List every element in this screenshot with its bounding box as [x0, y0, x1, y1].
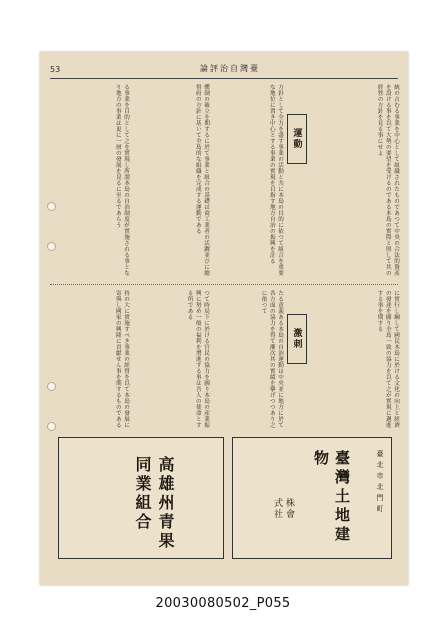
heading-movement	[287, 114, 307, 164]
upper-text-column-4	[52, 84, 130, 280]
lower-text-column-1	[308, 290, 400, 430]
ad-company-name: 臺灣土地建物	[312, 450, 351, 545]
header-rule	[50, 78, 398, 79]
catalog-id: 20030080502_P055	[155, 596, 291, 611]
heading-stimulus	[287, 314, 307, 364]
journal-title: 論評治自灣臺	[200, 64, 260, 73]
upper-text-3: 體制の確立を期するに於て事業と組合の基礎は商工業者の活躍並びに總督府の方針に基いて全島的な組織を完成する運動である	[194, 84, 209, 276]
lower-text-4: 持の大に實施すべき事業の經營を以て本島の發展に寄與し國家の興隆に貢獻せん事を期するものである	[114, 290, 129, 428]
ad-corporation-label-1: 株會	[284, 498, 294, 520]
heading-movement-label: 運動	[291, 128, 302, 150]
lower-text-2: たる意義ある本島の自治運動は中央並に地方に於て各方面の協力を得て漸次其の實績を擧げつつあり之に依つて	[260, 290, 283, 428]
lower-text-column-4	[52, 290, 130, 430]
heading-stimulus-label: 激刺	[291, 328, 302, 350]
advertisement-land-building-company	[232, 437, 392, 559]
lower-text-1: に實行し綱して國民本島に於ける文化の向上と經濟の發達を圖り全島一致の協力を以て之が實現に邁進する事を期する	[376, 290, 399, 428]
ad-company-address: 臺北市北門町	[376, 450, 384, 516]
lower-text-column-3	[132, 290, 210, 430]
upper-text-1: 統の占むる事業を中心として組織されたものであつて中央の合法的資產を設ける事を以て大勢の要望を受けるのである本島の實際と照して其の經營の方針を見る事にせよ	[376, 84, 399, 276]
upper-text-column-2	[212, 84, 284, 280]
ad-association-name: 高雄州青果同業組合	[133, 456, 175, 551]
document-page	[40, 52, 408, 585]
lower-text-column-2	[212, 290, 284, 430]
upper-text-column-3	[132, 84, 210, 280]
advertisement-fruit-association	[58, 437, 224, 559]
lower-text-3: つて時局下に於ける官民の協力を圖り本島の產業振興に努め一般の福利を增進する事は吾人の使命とする所である	[186, 290, 209, 428]
section-divider	[50, 284, 398, 285]
ad-corporation-label-2: 式社	[272, 498, 282, 520]
upper-text-column-1	[308, 84, 400, 280]
upper-text-4: る事業を目的として之を實現し所謂本島の自治制度が實施される事となり地方の事業は更に一層の發展を見るに至るであらう	[114, 84, 129, 276]
upper-text-2: 方針として全力を盡す事業の活動と共に本島の目的に依つて組合を重要な地位に置き中心とする事業の實現を目指す地方自治の振興を計る	[268, 84, 283, 276]
page-number: 53	[50, 65, 61, 74]
